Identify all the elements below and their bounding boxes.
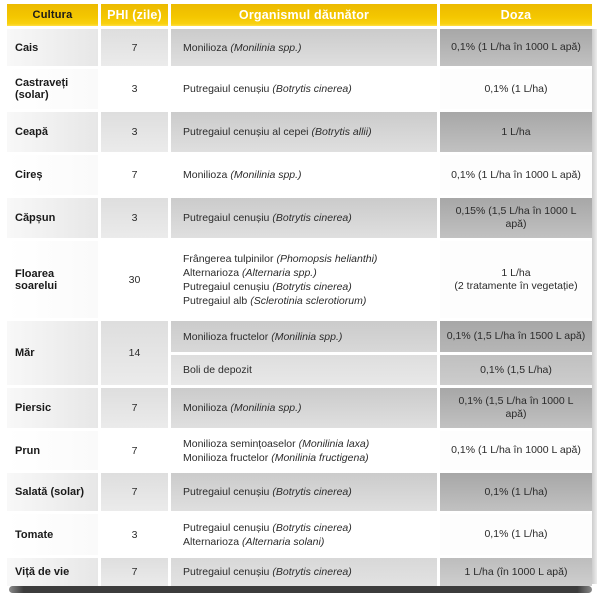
cell-cultura [7, 112, 98, 152]
organism-name: Monilioza semințoaselor [183, 437, 296, 450]
cell-doza [440, 431, 592, 470]
organism-line [183, 330, 342, 344]
organism-line [183, 168, 302, 182]
organism-line [183, 82, 352, 96]
cell-doza [440, 155, 592, 195]
organism-name: Monilioza fructelor [183, 330, 269, 343]
phi-value: 3 [131, 83, 138, 95]
organism-line [183, 363, 255, 377]
cell-cultura [7, 473, 98, 511]
doza-value: 1 L/ha (în 1000 L apă) [464, 565, 568, 578]
cultura-label: Prun [15, 444, 41, 457]
organism-name: Alternarioza [183, 535, 240, 548]
header-cell-organism [171, 4, 437, 26]
cell-phi [101, 69, 168, 109]
cell-phi [101, 241, 168, 318]
cell-doza [440, 198, 592, 238]
cell-cultura [7, 69, 98, 109]
organism-name: Monilioza [183, 402, 228, 414]
cultura-label: Viță de vie [15, 566, 70, 578]
organism-latin: (Monilinia fructigena) [271, 451, 369, 464]
organism-latin: (Alternaria spp.) [242, 266, 317, 279]
organism-line [183, 211, 352, 225]
organism-name: Putregaiul cenușiu [183, 280, 270, 293]
cultura-label: Ceapă [15, 126, 49, 138]
cell-phi [101, 29, 168, 66]
table-row-prun [7, 431, 592, 470]
organism-line [183, 252, 377, 266]
organism-line [183, 280, 352, 294]
organism-name: Boli de depozit [183, 364, 252, 376]
cell-doza [440, 355, 592, 385]
cell-organism [171, 112, 437, 152]
organism-name: Alternarioza [183, 266, 240, 279]
cultura-label: Salată (solar) [15, 486, 85, 498]
cell-organism [171, 198, 437, 238]
cultura-label: Piersic [15, 402, 52, 414]
cell-doza [440, 514, 592, 555]
cell-doza [440, 241, 592, 318]
cell-phi [101, 514, 168, 555]
cell-cultura [7, 514, 98, 555]
table-row-vita-de-vie [7, 558, 592, 586]
phi-value: 7 [131, 566, 138, 578]
table-row-cires [7, 155, 592, 195]
table-row-cais [7, 29, 592, 66]
cell-organism [171, 388, 437, 428]
cell-phi [101, 473, 168, 511]
organism-latin: (Botrytis cinerea) [272, 212, 352, 224]
table-row-piersic [7, 388, 592, 428]
organism-latin: (Sclerotinia sclerotiorum) [250, 294, 367, 307]
cell-cultura [7, 29, 98, 66]
organism-name: Putregaiul cenușiu [183, 566, 270, 578]
organism-latin: (Monilinia spp.) [271, 330, 343, 343]
cell-phi [101, 112, 168, 152]
header-cell-cultura [7, 4, 98, 26]
organism-line [183, 565, 352, 579]
doza-value: 0,1% (1 L/ha în 1000 L apă) [451, 41, 581, 53]
phi-value: 7 [131, 169, 138, 181]
table-row-castraveti [7, 69, 592, 109]
organism-latin: (Botrytis allii) [311, 126, 372, 138]
organism-doza-split [171, 321, 592, 385]
organism-name: Putregaiul cenușiu [183, 212, 270, 224]
organism-line [183, 521, 352, 535]
organism-name: Monilioza [183, 41, 228, 54]
table-row-salata [7, 473, 592, 511]
doza-value: 0,15% (1,5 L/ha în 1000 L apă) [455, 205, 577, 230]
phi-value: 30 [128, 273, 141, 286]
doza-value: 0,1% (1,5 L/ha în 1500 L apă) [446, 330, 586, 342]
doza-value: 0,1% (1,5 L/ha în 1000 L apă) [458, 395, 574, 420]
cell-organism [171, 29, 437, 66]
cultura-label: Castraveți (solar) [15, 77, 69, 101]
cultura-label: Tomate [15, 528, 54, 541]
cell-cultura [7, 431, 98, 470]
organism-line [183, 125, 372, 139]
organism-name: Monilioza [183, 169, 228, 181]
page-edge-shadow [592, 29, 597, 584]
phi-value: 7 [131, 41, 138, 54]
cell-cultura [7, 388, 98, 428]
cultura-label: Floarea soarelui [15, 267, 58, 292]
phi-value: 7 [131, 402, 138, 414]
cell-cultura [7, 558, 98, 586]
organism-latin: (Botrytis cinerea) [272, 280, 352, 293]
cell-organism [171, 155, 437, 195]
organism-latin: (Alternaria solani) [242, 535, 325, 548]
doza-value: (2 tratamente în vegetație) [454, 279, 578, 292]
organism-line [183, 485, 352, 499]
cell-doza [440, 69, 592, 109]
sub-row [171, 355, 592, 385]
header-doza-label: Doza [500, 8, 532, 22]
cell-cultura [7, 155, 98, 195]
doza-value: 1 L/ha [501, 266, 531, 279]
table-row-tomate [7, 514, 592, 555]
organism-latin: (Monilinia spp.) [230, 41, 302, 54]
header-cell-doza [440, 4, 592, 26]
table-row-capsun [7, 198, 592, 238]
organism-latin: (Monilinia spp.) [230, 402, 302, 414]
cell-organism [171, 558, 437, 586]
organism-name: Putregaiul cenușiu [183, 521, 270, 534]
phi-value: 3 [131, 212, 138, 224]
cell-organism [171, 431, 437, 470]
organism-line [183, 535, 324, 549]
organism-latin: (Botrytis cinerea) [272, 566, 352, 578]
organism-line [183, 451, 369, 465]
header-cultura-label: Cultura [32, 9, 73, 21]
cell-phi [101, 155, 168, 195]
organism-line [183, 41, 302, 55]
cell-organism [171, 473, 437, 511]
cell-doza [440, 473, 592, 511]
cell-cultura [7, 241, 98, 318]
organism-line [183, 294, 366, 308]
cultura-label: Cireș [15, 169, 43, 181]
organism-latin: (Botrytis cinerea) [272, 83, 352, 95]
header-phi-label: PHI (zile) [107, 8, 162, 22]
cell-organism [171, 241, 437, 318]
doza-value: 0,1% (1 L/ha) [484, 528, 548, 540]
cell-organism [171, 514, 437, 555]
phi-value: 7 [131, 486, 138, 498]
phi-value: 3 [131, 528, 138, 541]
doza-value: 0,1% (1 L/ha) [484, 82, 548, 95]
organism-latin: (Monilinia laxa) [298, 437, 370, 450]
cell-phi [101, 431, 168, 470]
cell-organism [171, 69, 437, 109]
cell-doza [440, 29, 592, 66]
header-organism-label: Organismul dăunător [238, 8, 370, 22]
organism-name: Putregaiul cenușiu al cepei [183, 126, 309, 138]
organism-latin: (Monilinia spp.) [230, 169, 302, 181]
cultura-label: Căpșun [15, 212, 56, 224]
doza-value: 0,1% (1 L/ha în 1000 L apă) [451, 444, 581, 456]
cell-doza [440, 558, 592, 586]
organism-line [183, 437, 369, 451]
cell-organism [171, 321, 437, 352]
organism-line [183, 266, 317, 280]
header-cell-phi [101, 4, 168, 26]
organism-name: Frângerea tulpinilor [183, 252, 274, 265]
sub-row [171, 321, 592, 352]
cell-organism [171, 355, 437, 385]
organism-name: Putregaiul cenușiu [183, 83, 270, 95]
phi-value: 7 [131, 444, 138, 457]
phi-value: 14 [128, 347, 141, 359]
cell-doza [440, 112, 592, 152]
cell-phi [101, 198, 168, 238]
page-bottom-shadow [9, 586, 592, 593]
cell-phi [101, 321, 168, 385]
dosage-table [7, 4, 592, 586]
phi-value: 3 [131, 126, 138, 138]
cell-cultura [7, 198, 98, 238]
doza-value: 0,1% (1 L/ha) [484, 485, 548, 498]
organism-latin: (Botrytis cinerea) [272, 521, 352, 534]
table-row-ceapa [7, 112, 592, 152]
doza-value: 0,1% (1,5 L/ha) [480, 363, 552, 376]
organism-line [183, 401, 302, 415]
organism-latin: (Phomopsis helianthi) [276, 252, 378, 265]
cultura-label: Măr [15, 347, 35, 359]
cultura-label: Cais [15, 41, 39, 54]
table-row-floarea-soarelui [7, 241, 592, 318]
cell-doza [440, 321, 592, 352]
organism-latin: (Botrytis cinerea) [272, 486, 352, 498]
cell-phi [101, 558, 168, 586]
table-row-mar [7, 321, 592, 385]
organism-name: Putregaiul cenușiu [183, 486, 270, 498]
header-row [7, 4, 592, 26]
organism-name: Monilioza fructelor [183, 451, 269, 464]
organism-name: Putregaiul alb [183, 294, 248, 307]
cell-doza [440, 388, 592, 428]
cell-phi [101, 388, 168, 428]
cell-cultura [7, 321, 98, 385]
doza-value: 1 L/ha [501, 125, 531, 138]
doza-value: 0,1% (1 L/ha în 1000 L apă) [451, 168, 581, 181]
